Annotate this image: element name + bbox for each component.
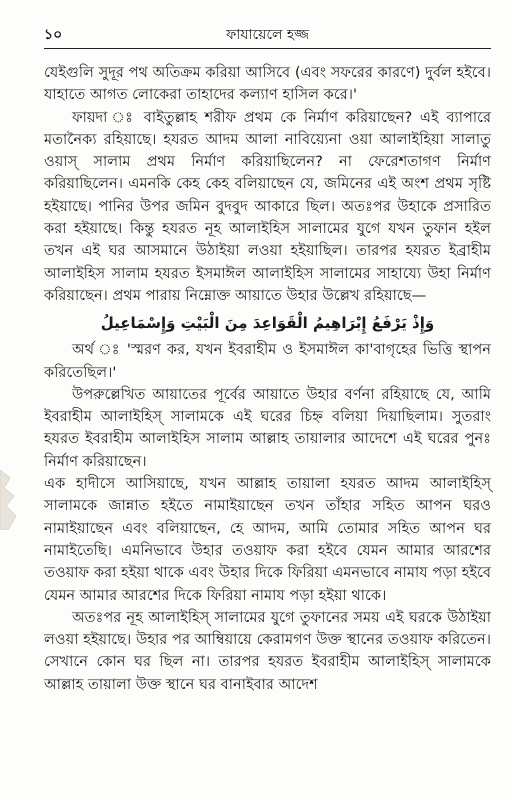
paragraph-explanation: উপরুল্লেখিত আয়াতের পূর্বের আয়াতে উহার বর্ণনা রহিয়াছে যে, আমি ইবরাহীম আলাইহিস্ সালামকে এই ঘরের চিহ্ন বলিয়া দিয়াছিলাম। সুতরাং হযরত ইবরাহীম আলাইহিস সালাম আল্লাহ তায়ালার আদেশে এই ঘরের পুনঃ নির্মাণ করিয়াছেন। xyxy=(44,385,491,470)
paragraph-translation: অর্থ ঃ 'স্মরণ কর, যখন ইবরাহীম ও ইসমাঈল কা'বাগৃহের ভিত্তি স্থাপন করিতেছিল।' xyxy=(44,341,491,381)
paragraph-1: যেইগুলি সুদূর পথ অতিক্রম করিয়া আসিবে (এবং সফরের কারণে) দুর্বল হইবে। যাহাতে আগত লোকেরা তাহাদের কল্যাণ হাসিল করে।' xyxy=(44,64,491,104)
page-header xyxy=(44,22,491,49)
paragraph-nuh: অতঃপর নূহ আলাইহিস্ সালামের যুগে তুফানের সময় এই ঘরকে উঠাইয়া লওয়া হইয়াছে। উহার পর আম্বিয়ায়ে কেরামগণ উক্ত স্থানের তওয়াফ করিতেন। সেখানে কোন ঘর ছিল না। তারপর হযরত ইবরাহীম আলাইহিস্ সালামকে আল্লাহ তায়ালা উক্ত স্থানে ঘর বানাইবার আদেশ xyxy=(44,608,491,693)
page-number: ১০ xyxy=(44,27,63,43)
running-title: ফাযায়েলে হজ্জ xyxy=(226,27,309,43)
page-body xyxy=(44,62,491,696)
arabic-verse: وَإِذْ يَرْفَعُ إِبْرَاهِيمُ الْقَوَاعِدَ مِنَ الْبَيْتِ وَإِسْمَاعِيلُ xyxy=(100,314,435,333)
torn-edge-mark xyxy=(0,470,26,530)
paragraph-faida: ফায়দা ঃ বাইতুল্লাহ শরীফ প্রথম কে নির্মাণ করিয়াছেন? এই ব্যাপারে মতানৈক্য রহিয়াছে। হযরত আদম আলা নাবিয়্যেনা ওয়া আলাইহিয়া সালাতু ওয়াস্ সালাম প্রথম নির্মাণ করিয়াছিলেন? না ফেরেশতাগণ নির্মাণ করিয়াছিলেন। এমনকি কেহ কেহ বলিয়াছেন যে, জমিনের এই অংশ প্রথম সৃষ্টি হইয়াছে। পানির উপর জমিন বুদবুদ আকারে ছিল। অতঃপর উহাকে প্রসারিত করা হইয়াছে। কিন্তু হযরত নূহ আলাইহিস সালামের যুগে যখন তুফান হইল তখন এই ঘর আসমানে উঠাইয়া লওয়া হইয়াছিল। তারপর হযরত ইব্রাহীম আলাইহিস সালাম হযরত ইসমাঈল আলাইহিস সালামের সাহায্যে উহা নির্মাণ করিয়াছেন। প্রথম পারায় নিম্নোক্ত আয়াতে উহার উল্লেখ রহিয়াছে— xyxy=(44,108,491,304)
paragraph-hadith: এক হাদীসে আসিয়াছে, যখন আল্লাহ তায়ালা হযরত আদম আলাইহিস্ সালামকে জান্নাত হইতে নামাইয়াছেন তখন তাঁহার সহিত আপন ঘরও নামাইয়াছেন এবং বলিয়াছেন, হে আদম, আমি তোমার সহিত আপন ঘর নামাইতেছি। এমনিভাবে উহার তওয়াফ করা হইবে যেমন আমার আরশের তওয়াফ করা হইয়া থাকে এবং উহার দিকে ফিরিয়া এমনভাবে নামায পড়া হইবে যেমন আমার আরশের দিকে ফিরিয়া নামায পড়া হইয়া থাকে। xyxy=(44,475,491,604)
